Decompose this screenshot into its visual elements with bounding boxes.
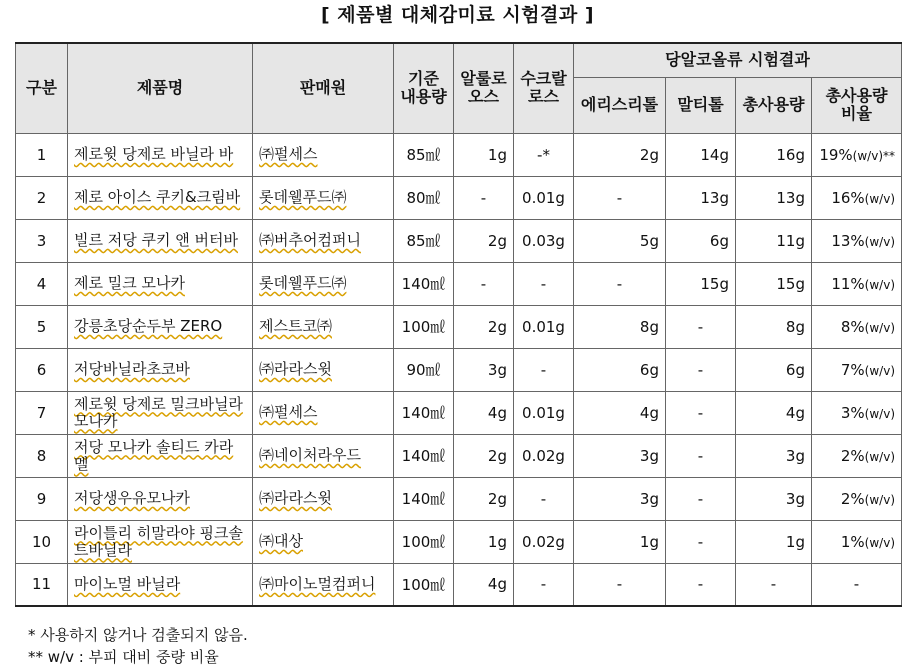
cell-allulose (454, 477, 514, 520)
cell-erythritol-text: 5g (639, 231, 659, 250)
cell-volume (394, 219, 454, 262)
cell-allulose-text: - (480, 274, 487, 293)
cell-no-text: 11 (31, 575, 52, 594)
results-table (15, 42, 902, 607)
cell-ratio-text: - (853, 575, 860, 594)
cell-allulose-text: 2g (487, 446, 507, 465)
cell-volume (394, 176, 454, 219)
cell-maltitol (666, 391, 736, 434)
cell-ratio (812, 391, 902, 434)
cell-allulose (454, 219, 514, 262)
cell-volume-text: 100㎖ (401, 575, 446, 594)
cell-product (68, 391, 253, 434)
cell-erythritol-text: 4g (639, 403, 659, 422)
cell-erythritol (574, 520, 666, 563)
cell-seller-text: ㈜버추어컴퍼니 (259, 231, 361, 249)
cell-ratio-text: 2% (840, 446, 865, 465)
cell-erythritol-text: - (616, 274, 623, 293)
cell-allulose (454, 348, 514, 391)
cell-product-text: 라이틀리 히말라야 핑크솔트바닐라 (74, 523, 243, 559)
cell-total-text: 13g (776, 188, 805, 207)
cell-product (68, 262, 253, 305)
page-title: [ 제품별 대체감미료 시험결과 ] (320, 4, 595, 26)
cell-no (16, 477, 68, 520)
cell-volume (394, 262, 454, 305)
cell-no-text: 7 (36, 403, 47, 422)
cell-product (68, 520, 253, 563)
cell-allulose (454, 391, 514, 434)
cell-maltitol-text: 13g (700, 188, 729, 207)
cell-total (736, 563, 812, 606)
cell-ratio-text: 3% (840, 403, 865, 422)
cell-total (736, 219, 812, 262)
table-row (16, 563, 902, 606)
cell-product-text: 제로윗 당제로 밀크바닐라 모나카 (74, 394, 243, 430)
cell-sucralose (514, 133, 574, 176)
cell-sucralose (514, 477, 574, 520)
cell-maltitol-text: - (697, 403, 704, 422)
header-sucralose: 수크랄 로스 (514, 43, 574, 133)
cell-ratio-unit: (w/v) (864, 234, 895, 249)
cell-erythritol (574, 563, 666, 606)
cell-seller (253, 262, 394, 305)
cell-erythritol (574, 305, 666, 348)
cell-maltitol-text: - (697, 489, 704, 508)
cell-sucralose-text: -* (537, 145, 550, 164)
cell-volume-text: 85㎖ (406, 232, 441, 250)
cell-maltitol-text: - (697, 446, 704, 465)
cell-erythritol-text: 8g (639, 317, 659, 336)
cell-product-text: 저당 모나카 솔티드 카라멜 (74, 437, 234, 473)
cell-sucralose-text: - (540, 274, 547, 293)
cell-volume (394, 477, 454, 520)
cell-total (736, 176, 812, 219)
cell-volume (394, 520, 454, 563)
cell-product (68, 305, 253, 348)
footnotes (28, 624, 248, 668)
cell-ratio-unit: (w/v) (864, 406, 895, 421)
cell-ratio-text: 7% (840, 360, 865, 379)
cell-allulose-text: 4g (487, 575, 507, 594)
cell-total-text: 3g (785, 489, 805, 508)
cell-ratio-unit: (w/v)** (852, 148, 895, 163)
cell-maltitol (666, 520, 736, 563)
cell-sucralose (514, 305, 574, 348)
cell-allulose-text: - (480, 188, 487, 207)
cell-ratio-unit: (w/v) (864, 191, 895, 206)
cell-erythritol (574, 348, 666, 391)
cell-total (736, 262, 812, 305)
cell-ratio-unit: (w/v) (864, 535, 895, 550)
cell-no-text: 8 (36, 446, 47, 465)
cell-no (16, 305, 68, 348)
cell-volume-text: 140㎖ (401, 447, 446, 465)
cell-volume-text: 100㎖ (401, 318, 446, 336)
cell-ratio-unit: (w/v) (864, 320, 895, 335)
cell-sucralose-text: - (540, 489, 547, 508)
cell-sucralose (514, 262, 574, 305)
cell-ratio (812, 520, 902, 563)
cell-product (68, 219, 253, 262)
cell-erythritol (574, 477, 666, 520)
cell-product-text: 제로 아이스 쿠키&크림바 (74, 188, 241, 206)
cell-seller (253, 477, 394, 520)
header-ratio: 총사용량 비율 (812, 77, 902, 133)
cell-allulose-text: 1g (487, 145, 507, 164)
header-sugar-alcohol-group: 당알코올류 시험결과 (574, 43, 902, 77)
cell-no (16, 133, 68, 176)
header-maltitol: 말티톨 (666, 77, 736, 133)
cell-product (68, 176, 253, 219)
table-row (16, 219, 902, 262)
cell-maltitol-text: 15g (700, 274, 729, 293)
cell-seller (253, 176, 394, 219)
cell-seller (253, 305, 394, 348)
cell-allulose (454, 305, 514, 348)
cell-maltitol (666, 305, 736, 348)
cell-product-text: 저당바닐라초코바 (74, 360, 190, 378)
header-product: 제품명 (68, 43, 253, 133)
cell-ratio (812, 176, 902, 219)
cell-total-text: 16g (776, 145, 805, 164)
cell-maltitol-text: - (697, 360, 704, 379)
cell-no-text: 4 (36, 274, 47, 293)
cell-ratio-text: 1% (840, 532, 865, 551)
cell-total-text: 6g (785, 360, 805, 379)
table-row (16, 348, 902, 391)
cell-maltitol (666, 219, 736, 262)
cell-ratio-text: 19% (819, 145, 853, 164)
cell-seller-text: ㈜라라스윗 (259, 489, 332, 507)
cell-sucralose (514, 176, 574, 219)
cell-sucralose-text: - (540, 575, 547, 594)
cell-no-text: 3 (36, 231, 47, 250)
cell-volume-text: 140㎖ (401, 275, 446, 293)
footnote-1: * 사용하지 않거나 검출되지 않음. (28, 626, 248, 644)
cell-ratio-text: 16% (831, 188, 865, 207)
cell-ratio-text: 2% (840, 489, 865, 508)
cell-allulose-text: 3g (487, 360, 507, 379)
table-row (16, 391, 902, 434)
cell-volume-text: 90㎖ (406, 361, 441, 379)
cell-ratio-unit: (w/v) (864, 449, 895, 464)
cell-no-text: 1 (36, 145, 47, 164)
cell-maltitol (666, 434, 736, 477)
cell-ratio-text: 8% (840, 317, 865, 336)
footnote-2: ** w/v : 부피 대비 중량 비율 (28, 648, 219, 666)
cell-maltitol (666, 348, 736, 391)
cell-volume (394, 305, 454, 348)
cell-ratio-text: 11% (831, 274, 865, 293)
cell-seller-text: ㈜대상 (259, 532, 303, 550)
cell-sucralose-text: 0.01g (522, 317, 565, 336)
cell-volume-text: 140㎖ (401, 490, 446, 508)
cell-seller-text: ㈜마이노멀컴퍼니 (259, 574, 376, 593)
cell-volume-text: 140㎖ (401, 404, 446, 422)
table-row (16, 520, 902, 563)
cell-maltitol-text: 6g (709, 231, 729, 250)
header-gubun: 구분 (16, 43, 68, 133)
cell-sucralose (514, 520, 574, 563)
cell-product-text: 저당생우유모나카 (74, 489, 190, 507)
cell-volume-text: 85㎖ (406, 146, 441, 164)
table-row (16, 305, 902, 348)
cell-erythritol-text: 3g (639, 489, 659, 508)
header-erythritol: 에리스리톨 (574, 77, 666, 133)
cell-erythritol-text: - (616, 188, 623, 207)
cell-allulose-text: 4g (487, 403, 507, 422)
cell-total (736, 133, 812, 176)
cell-product (68, 477, 253, 520)
cell-seller-text: 롯데웰푸드㈜ (259, 274, 347, 292)
cell-total (736, 434, 812, 477)
cell-erythritol-text: 6g (639, 360, 659, 379)
cell-no-text: 10 (31, 532, 52, 551)
cell-erythritol (574, 219, 666, 262)
cell-maltitol (666, 176, 736, 219)
cell-volume (394, 348, 454, 391)
cell-sucralose (514, 391, 574, 434)
cell-volume (394, 133, 454, 176)
header-allulose: 알룰로 오스 (454, 43, 514, 133)
cell-allulose-text: 2g (487, 489, 507, 508)
cell-product (68, 434, 253, 477)
cell-total-text: 3g (785, 446, 805, 465)
cell-allulose (454, 133, 514, 176)
cell-no (16, 348, 68, 391)
cell-maltitol (666, 563, 736, 606)
cell-ratio-unit: (w/v) (864, 492, 895, 507)
cell-maltitol (666, 133, 736, 176)
cell-no (16, 563, 68, 606)
cell-allulose (454, 563, 514, 606)
cell-volume-text: 100㎖ (401, 533, 446, 551)
header-total: 총사용량 (736, 77, 812, 133)
cell-seller (253, 219, 394, 262)
cell-sucralose (514, 219, 574, 262)
cell-allulose-text: 1g (487, 532, 507, 551)
cell-ratio-unit: (w/v) (864, 277, 895, 292)
cell-no-text: 9 (36, 489, 47, 508)
cell-sucralose (514, 348, 574, 391)
cell-total-text: 1g (785, 532, 805, 551)
cell-sucralose-text: 0.03g (522, 231, 565, 250)
cell-total-text: 8g (785, 317, 805, 336)
cell-total-text: 11g (776, 231, 805, 250)
cell-ratio-unit: (w/v) (864, 363, 895, 378)
cell-maltitol (666, 477, 736, 520)
cell-product-text: 제로윗 당제로 바닐라 바 (74, 145, 234, 163)
cell-ratio-text: 13% (831, 231, 865, 250)
cell-seller (253, 348, 394, 391)
cell-volume (394, 563, 454, 606)
cell-seller (253, 563, 394, 606)
cell-product-text: 마이노멀 바닐라 (74, 574, 181, 593)
cell-seller-text: ㈜펄세스 (259, 403, 318, 421)
cell-no (16, 176, 68, 219)
cell-volume (394, 391, 454, 434)
cell-no (16, 219, 68, 262)
table-row (16, 133, 902, 176)
table-row (16, 262, 902, 305)
cell-volume-text: 80㎖ (406, 189, 441, 207)
cell-total (736, 305, 812, 348)
cell-ratio (812, 434, 902, 477)
cell-seller-text: ㈜펄세스 (259, 145, 318, 163)
cell-no (16, 520, 68, 563)
cell-ratio (812, 262, 902, 305)
cell-total (736, 520, 812, 563)
cell-maltitol-text: 14g (700, 145, 729, 164)
cell-ratio (812, 133, 902, 176)
cell-allulose (454, 262, 514, 305)
cell-product-text: 제로 밀크 모나카 (74, 274, 185, 292)
cell-product (68, 348, 253, 391)
cell-seller (253, 520, 394, 563)
cell-sucralose-text: 0.02g (522, 446, 565, 465)
cell-product-text: 빌르 저당 쿠키 앤 버터바 (74, 231, 238, 249)
cell-allulose (454, 520, 514, 563)
cell-no (16, 262, 68, 305)
cell-sucralose-text: 0.01g (522, 188, 565, 207)
cell-no-text: 2 (36, 188, 47, 207)
cell-volume (394, 434, 454, 477)
cell-maltitol-text: - (697, 532, 704, 551)
cell-seller-text: 제스트코㈜ (259, 317, 332, 335)
cell-maltitol-text: - (697, 317, 704, 336)
cell-erythritol (574, 262, 666, 305)
cell-seller-text: 롯데웰푸드㈜ (259, 188, 347, 206)
cell-allulose-text: 2g (487, 317, 507, 336)
cell-erythritol-text: 3g (639, 446, 659, 465)
cell-sucralose-text: 0.02g (522, 532, 565, 551)
cell-total-text: - (770, 575, 777, 594)
cell-sucralose (514, 563, 574, 606)
cell-erythritol-text: - (616, 575, 623, 594)
cell-total (736, 477, 812, 520)
cell-total-text: 15g (776, 274, 805, 293)
cell-product (68, 133, 253, 176)
cell-no (16, 391, 68, 434)
cell-ratio (812, 563, 902, 606)
cell-no-text: 6 (36, 360, 47, 379)
cell-product (68, 563, 253, 606)
cell-ratio (812, 305, 902, 348)
cell-seller (253, 391, 394, 434)
cell-maltitol (666, 262, 736, 305)
cell-erythritol (574, 176, 666, 219)
cell-erythritol (574, 133, 666, 176)
cell-ratio (812, 219, 902, 262)
cell-seller-text: ㈜네이처라우드 (259, 446, 361, 464)
cell-erythritol (574, 434, 666, 477)
table-row (16, 477, 902, 520)
cell-ratio (812, 477, 902, 520)
cell-seller (253, 133, 394, 176)
cell-allulose (454, 176, 514, 219)
cell-ratio (812, 348, 902, 391)
cell-no-text: 5 (36, 317, 47, 336)
cell-no (16, 434, 68, 477)
cell-erythritol (574, 391, 666, 434)
cell-total (736, 348, 812, 391)
cell-product-text: 강릉초당순두부 ZERO (74, 317, 223, 335)
cell-allulose-text: 2g (487, 231, 507, 250)
table-row (16, 176, 902, 219)
cell-erythritol-text: 1g (639, 532, 659, 551)
cell-sucralose (514, 434, 574, 477)
cell-total (736, 391, 812, 434)
header-seller: 판매원 (253, 43, 394, 133)
cell-sucralose-text: - (540, 360, 547, 379)
table-row (16, 434, 902, 477)
cell-seller-text: ㈜라라스윗 (259, 360, 332, 378)
cell-maltitol-text: - (697, 575, 704, 594)
cell-allulose (454, 434, 514, 477)
header-volume: 기준 내용량 (394, 43, 454, 133)
cell-seller (253, 434, 394, 477)
cell-erythritol-text: 2g (639, 145, 659, 164)
cell-sucralose-text: 0.01g (522, 403, 565, 422)
cell-total-text: 4g (785, 403, 805, 422)
